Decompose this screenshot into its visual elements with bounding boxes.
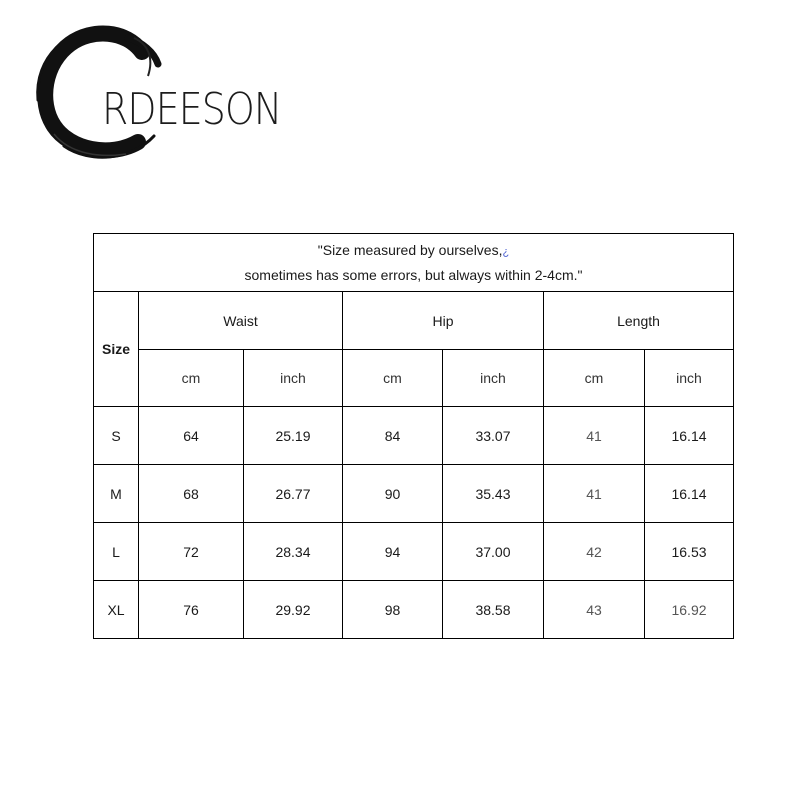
note-mark: ¿ xyxy=(502,245,510,258)
unit-header: cm xyxy=(343,350,443,407)
table-cell: 41 xyxy=(544,407,645,465)
table-cell: 28.34 xyxy=(244,523,343,581)
note-line-2: sometimes has some errors, but always within 2-4cm." xyxy=(244,266,583,283)
table-row xyxy=(94,407,734,465)
table-cell: 29.92 xyxy=(244,581,343,639)
table-cell: 35.43 xyxy=(443,465,544,523)
table-cell: 76 xyxy=(139,581,244,639)
hip-header: Hip xyxy=(343,292,544,350)
size-label: M xyxy=(94,465,139,523)
size-label: S xyxy=(94,407,139,465)
size-chart-table xyxy=(93,233,734,639)
brand-name: RDEESON xyxy=(102,84,282,135)
table-cell: 16.53 xyxy=(645,523,734,581)
table-cell: 84 xyxy=(343,407,443,465)
table-cell: 16.14 xyxy=(645,465,734,523)
table-cell: 94 xyxy=(343,523,443,581)
table-cell: 37.00 xyxy=(443,523,544,581)
table-cell: 33.07 xyxy=(443,407,544,465)
table-cell: 26.77 xyxy=(244,465,343,523)
table-row xyxy=(94,523,734,581)
length-header: Length xyxy=(544,292,734,350)
unit-header: cm xyxy=(544,350,645,407)
table-cell: 98 xyxy=(343,581,443,639)
table-row xyxy=(94,465,734,523)
table-cell: 64 xyxy=(139,407,244,465)
size-header: Size xyxy=(94,292,139,407)
measurement-note xyxy=(94,234,734,292)
table-cell: 68 xyxy=(139,465,244,523)
table-cell: 16.14 xyxy=(645,407,734,465)
size-label: L xyxy=(94,523,139,581)
table-cell: 90 xyxy=(343,465,443,523)
unit-header: inch xyxy=(645,350,734,407)
table-cell: 38.58 xyxy=(443,581,544,639)
size-label: XL xyxy=(94,581,139,639)
unit-header: inch xyxy=(244,350,343,407)
table-cell: 42 xyxy=(544,523,645,581)
unit-header: inch xyxy=(443,350,544,407)
note-line-1: "Size measured by ourselves, xyxy=(317,241,503,258)
table-row xyxy=(94,581,734,639)
table-cell: 25.19 xyxy=(244,407,343,465)
table-cell: 72 xyxy=(139,523,244,581)
waist-header: Waist xyxy=(139,292,343,350)
unit-header: cm xyxy=(139,350,244,407)
table-cell: 16.92 xyxy=(645,581,734,639)
brand-logo xyxy=(30,18,282,163)
table-cell: 43 xyxy=(544,581,645,639)
table-cell: 41 xyxy=(544,465,645,523)
